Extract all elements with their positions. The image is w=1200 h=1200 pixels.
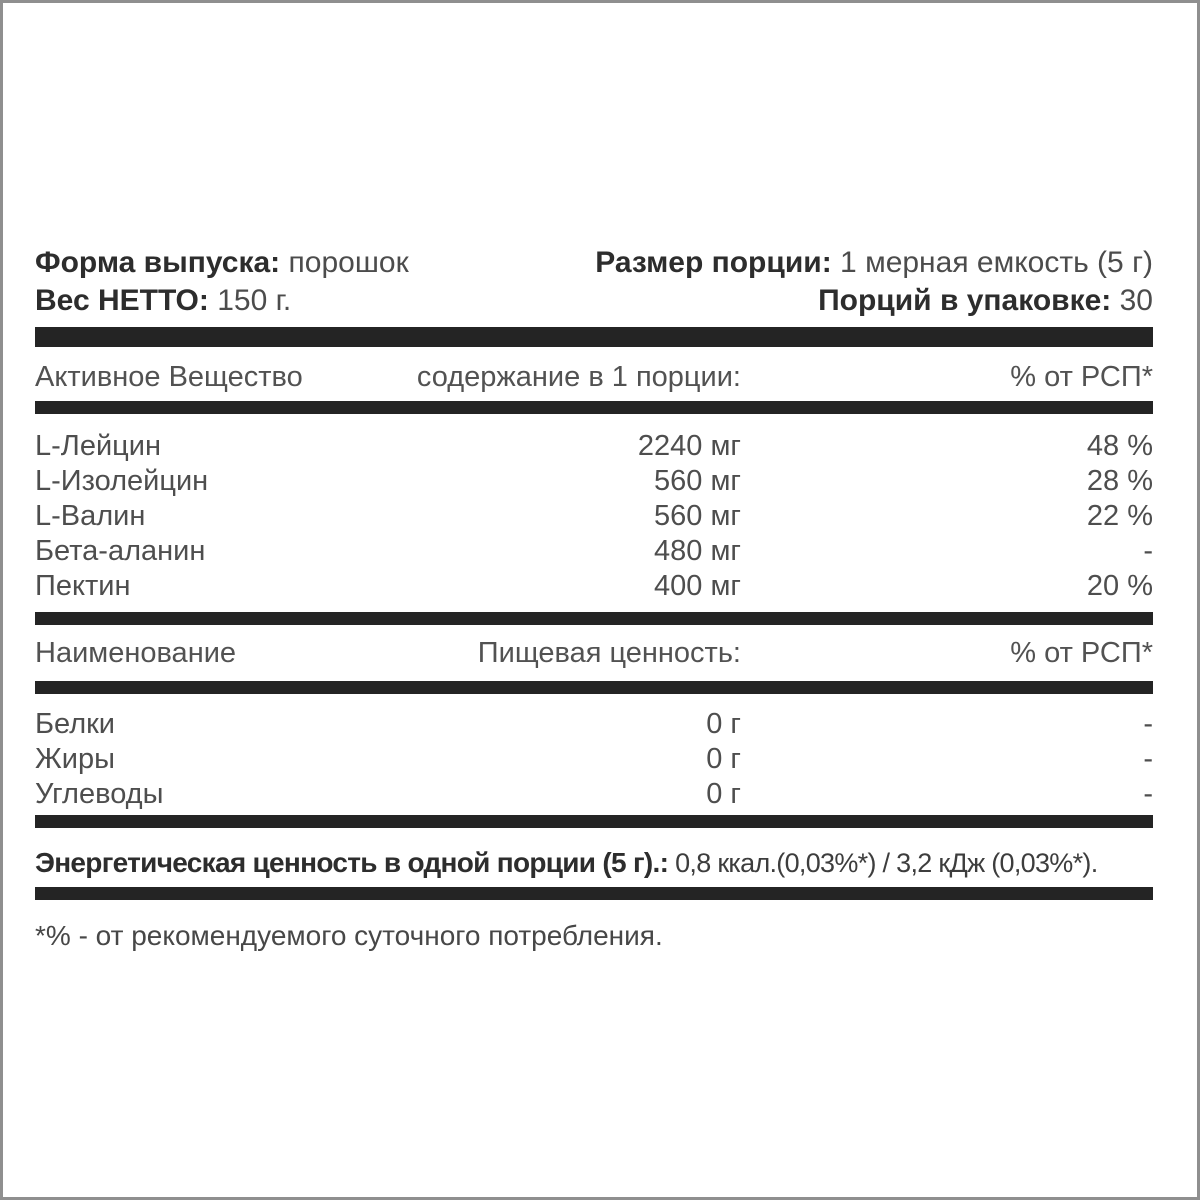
table-row xyxy=(35,777,1153,812)
nutrient-percent: - xyxy=(1143,743,1153,775)
active-header-amount: содержание в 1 порции: xyxy=(416,361,741,393)
ingredient-name: L-Изолейцин xyxy=(35,465,209,497)
energy-value: 0,8 ккал.(0,03%*) / 3,2 кДж (0,03%*). xyxy=(675,848,1098,878)
nutrition-table-header xyxy=(35,633,1153,673)
divider-bar-top xyxy=(35,327,1153,347)
nutrient-amount: 0 г xyxy=(706,778,741,810)
table-row xyxy=(35,464,1153,499)
package-info-left xyxy=(35,244,409,320)
ingredient-percent: 48 % xyxy=(1086,430,1153,462)
ingredient-percent: 22 % xyxy=(1086,500,1153,532)
ingredient-percent: - xyxy=(1143,535,1153,567)
ingredient-percent: 20 % xyxy=(1086,570,1153,602)
nutrient-name: Жиры xyxy=(35,743,115,775)
net-weight-value: 150 г. xyxy=(217,284,292,317)
active-table-header xyxy=(35,356,1153,398)
nutrition-table-body xyxy=(35,707,1153,812)
table-row xyxy=(35,429,1153,464)
nutrient-percent: - xyxy=(1143,778,1153,810)
divider-bar-energy-top xyxy=(35,815,1153,828)
ingredient-percent: 28 % xyxy=(1086,465,1153,497)
net-weight-line xyxy=(35,282,409,320)
servings-per-pack-line xyxy=(595,282,1153,320)
table-row xyxy=(35,534,1153,569)
ingredient-amount: 480 мг xyxy=(654,535,741,567)
energy-label: Энергетическая ценность в одной порции (5 г).: xyxy=(35,847,669,878)
form-line xyxy=(35,244,409,282)
nutrition-header-name: Наименование xyxy=(35,637,237,669)
ingredient-name: L-Лейцин xyxy=(35,430,161,462)
nutrient-percent: - xyxy=(1143,708,1153,740)
ingredient-amount: 2240 мг xyxy=(637,430,741,462)
net-weight-label: Вес НЕТТО: xyxy=(35,284,209,317)
serving-size-label: Размер порции: xyxy=(595,246,832,279)
nutrition-header-percent: % от РСП* xyxy=(1010,637,1153,669)
label-content xyxy=(35,244,1153,955)
serving-size-line xyxy=(595,244,1153,282)
table-row xyxy=(35,569,1153,604)
nutrient-name: Белки xyxy=(35,708,116,740)
nutrient-amount: 0 г xyxy=(706,743,741,775)
ingredient-amount: 560 мг xyxy=(654,500,741,532)
form-label: Форма выпуска: xyxy=(35,246,281,279)
divider-bar-active-header xyxy=(35,401,1153,414)
ingredient-amount: 560 мг xyxy=(654,465,741,497)
table-row xyxy=(35,707,1153,742)
energy-line xyxy=(35,842,1153,884)
active-header-name: Активное Вещество xyxy=(35,361,303,393)
nutrient-amount: 0 г xyxy=(706,708,741,740)
divider-bar-nutrition-header xyxy=(35,681,1153,694)
active-table-body xyxy=(35,429,1153,604)
serving-size-value: 1 мерная емкость (5 г) xyxy=(840,246,1153,279)
ingredient-amount: 400 мг xyxy=(654,570,741,602)
form-value: порошок xyxy=(288,246,409,279)
active-header-percent: % от РСП* xyxy=(1010,361,1153,393)
package-info-right xyxy=(595,244,1153,320)
divider-bar-energy-bottom xyxy=(35,887,1153,900)
divider-bar-nutrition-top xyxy=(35,612,1153,625)
package-info xyxy=(35,244,1153,320)
ingredient-name: Пектин xyxy=(35,570,131,602)
nutrient-name: Углеводы xyxy=(35,778,164,810)
ingredient-name: Бета-аланин xyxy=(35,535,206,567)
servings-per-pack-value: 30 xyxy=(1119,284,1153,317)
table-row xyxy=(35,499,1153,534)
servings-per-pack-label: Порций в упаковке: xyxy=(818,284,1112,317)
table-row xyxy=(35,742,1153,777)
ingredient-name: L-Валин xyxy=(35,500,146,532)
rdi-footnote: *% - от рекомендуемого суточного потребления. xyxy=(35,920,663,951)
nutrition-header-amount: Пищевая ценность: xyxy=(477,637,741,669)
